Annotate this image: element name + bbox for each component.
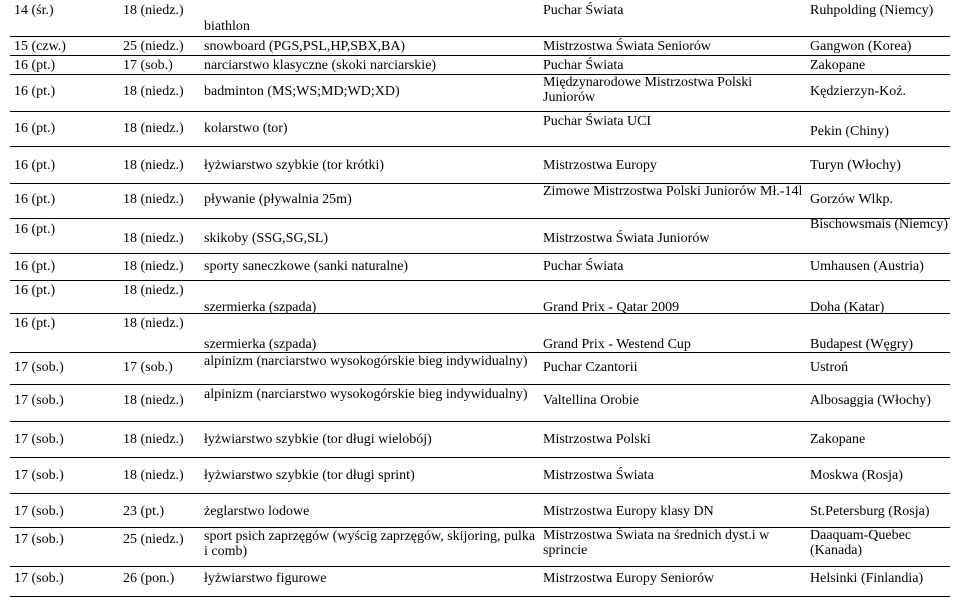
table-row xyxy=(0,56,960,75)
location-cell xyxy=(808,353,958,385)
end-date-text: 18 (niedz.) xyxy=(123,468,184,483)
end-date-cell xyxy=(121,385,203,422)
table-row xyxy=(0,494,960,528)
event-text: Mistrzostwa Europy klasy DN xyxy=(543,504,714,519)
location-cell xyxy=(808,528,958,567)
start-date-cell xyxy=(12,458,122,494)
event-cell xyxy=(541,458,807,494)
location-cell xyxy=(808,37,958,56)
discipline-cell xyxy=(202,353,539,385)
discipline-cell xyxy=(202,56,539,75)
location-text: Gangwon (Korea) xyxy=(810,39,912,54)
end-date-cell xyxy=(121,422,203,458)
event-text: Mistrzostwa Polski xyxy=(543,432,651,447)
discipline-cell xyxy=(202,112,539,147)
location-cell xyxy=(808,314,958,353)
discipline-cell xyxy=(202,254,539,281)
discipline-cell xyxy=(202,0,539,37)
event-text: Puchar Świata xyxy=(543,259,624,274)
location-text: Ustroń xyxy=(810,360,849,375)
event-text: Puchar Świata UCI xyxy=(543,114,652,129)
table-row xyxy=(0,112,960,147)
discipline-text: pływanie (pływalnia 25m) xyxy=(204,192,352,207)
event-cell xyxy=(541,385,807,422)
location-text: Zakopane xyxy=(810,432,866,447)
location-text: Bischowsmais (Niemcy) xyxy=(810,217,949,232)
table-row xyxy=(0,0,960,37)
event-text: Puchar Świata xyxy=(543,3,624,18)
end-date-text: 18 (niedz.) xyxy=(123,3,184,18)
location-cell xyxy=(808,0,958,37)
location-text: Gorzów Wlkp. xyxy=(810,192,893,207)
end-date-cell xyxy=(121,281,203,314)
event-cell xyxy=(541,147,807,184)
event-text: Mistrzostwa Świata na średnich dyst.i w sprincie xyxy=(543,528,770,558)
event-text: Zimowe Mistrzostwa Polski Juniorów Mł.-14l xyxy=(543,184,803,199)
end-date-cell xyxy=(121,56,203,75)
start-date-text: 16 (pt.) xyxy=(14,84,56,99)
start-date-cell xyxy=(12,0,122,37)
end-date-cell xyxy=(121,184,203,219)
start-date-cell xyxy=(12,254,122,281)
event-cell xyxy=(541,56,807,75)
location-cell xyxy=(808,147,958,184)
start-date-cell xyxy=(12,75,122,112)
start-date-cell xyxy=(12,567,122,597)
start-date-text: 14 (śr.) xyxy=(14,3,54,18)
start-date-cell xyxy=(12,494,122,528)
discipline-text: narciarstwo klasyczne (skoki narciarskie) xyxy=(204,58,437,73)
event-cell xyxy=(541,567,807,597)
end-date-text: 17 (sob.) xyxy=(123,360,173,375)
start-date-text: 16 (pt.) xyxy=(14,283,56,298)
end-date-text: 18 (niedz.) xyxy=(123,158,184,173)
discipline-text: szermierka (szpada) xyxy=(204,337,317,352)
start-date-text: 16 (pt.) xyxy=(14,58,56,73)
discipline-text: biathlon xyxy=(204,19,250,34)
end-date-text: 18 (niedz.) xyxy=(123,393,184,408)
start-date-text: 16 (pt.) xyxy=(14,259,56,274)
location-cell xyxy=(808,112,958,147)
location-text: Kędzierzyn-Koź. xyxy=(810,84,907,99)
event-text: Mistrzostwa Europy Seniorów xyxy=(543,571,715,586)
end-date-cell xyxy=(121,0,203,37)
end-date-cell xyxy=(121,147,203,184)
event-cell xyxy=(541,37,807,56)
end-date-cell xyxy=(121,75,203,112)
start-date-text: 16 (pt.) xyxy=(14,121,56,136)
start-date-text: 16 (pt.) xyxy=(14,192,56,207)
event-cell xyxy=(541,422,807,458)
start-date-cell xyxy=(12,422,122,458)
discipline-text: snowboard (PGS,PSL,HP,SBX,BA) xyxy=(204,39,406,54)
start-date-cell xyxy=(12,112,122,147)
location-cell xyxy=(808,56,958,75)
event-cell xyxy=(541,112,807,147)
location-cell xyxy=(808,254,958,281)
end-date-cell xyxy=(121,254,203,281)
end-date-cell xyxy=(121,528,203,567)
location-text: Pekin (Chiny) xyxy=(810,124,889,139)
end-date-text: 17 (sob.) xyxy=(123,58,173,73)
event-cell xyxy=(541,281,807,314)
location-text: Daaquam-Quebec (Kanada) xyxy=(810,528,912,558)
discipline-cell xyxy=(202,147,539,184)
event-text: Mistrzostwa Świata Juniorów xyxy=(543,231,710,246)
event-cell xyxy=(541,75,807,112)
start-date-text: 16 (pt.) xyxy=(14,222,56,237)
start-date-cell xyxy=(12,37,122,56)
discipline-cell xyxy=(202,494,539,528)
discipline-text: łyżwiarstwo figurowe xyxy=(204,571,327,586)
start-date-text: 17 (sob.) xyxy=(14,360,64,375)
location-cell xyxy=(808,219,958,254)
start-date-text: 17 (sob.) xyxy=(14,468,64,483)
end-date-cell xyxy=(121,458,203,494)
end-date-text: 23 (pt.) xyxy=(123,504,165,519)
start-date-text: 17 (sob.) xyxy=(14,571,64,586)
start-date-cell xyxy=(12,314,122,353)
discipline-cell xyxy=(202,219,539,254)
event-cell xyxy=(541,528,807,567)
location-text: Budapest (Węgry) xyxy=(810,337,914,352)
discipline-text: sport psich zaprzęgów (wyścig zaprzęgów, skijoring, pulka i comb) xyxy=(204,529,536,559)
location-text: Helsinki (Finlandia) xyxy=(810,571,924,586)
event-cell xyxy=(541,314,807,353)
table-row xyxy=(0,353,960,385)
location-text: Umhausen (Austria) xyxy=(810,259,924,274)
table-row xyxy=(0,75,960,112)
discipline-text: skikoby (SSG,SG,SL) xyxy=(204,231,329,246)
location-text: Moskwa (Rosja) xyxy=(810,468,903,483)
discipline-cell xyxy=(202,385,539,422)
table-row xyxy=(0,458,960,494)
table-row xyxy=(0,422,960,458)
discipline-cell xyxy=(202,422,539,458)
event-cell xyxy=(541,219,807,254)
start-date-cell xyxy=(12,528,122,567)
start-date-text: 17 (sob.) xyxy=(14,432,64,447)
end-date-text: 18 (niedz.) xyxy=(123,231,184,246)
location-text: Albosaggia (Włochy) xyxy=(810,393,931,408)
discipline-cell xyxy=(202,458,539,494)
event-cell xyxy=(541,184,807,219)
start-date-cell xyxy=(12,385,122,422)
table-row xyxy=(0,37,960,56)
end-date-cell xyxy=(121,219,203,254)
discipline-cell xyxy=(202,75,539,112)
start-date-cell xyxy=(12,281,122,314)
start-date-cell xyxy=(12,56,122,75)
discipline-text: żeglarstwo lodowe xyxy=(204,504,310,519)
start-date-text: 16 (pt.) xyxy=(14,158,56,173)
discipline-text: łyżwiarstwo szybkie (tor długi wielobój) xyxy=(204,432,432,447)
table-row xyxy=(0,147,960,184)
end-date-cell xyxy=(121,567,203,597)
end-date-text: 18 (niedz.) xyxy=(123,283,184,298)
location-cell xyxy=(808,567,958,597)
end-date-cell xyxy=(121,112,203,147)
location-text: Doha (Katar) xyxy=(810,300,885,315)
location-cell xyxy=(808,494,958,528)
event-text: Puchar Świata xyxy=(543,58,624,73)
location-text: St.Petersburg (Rosja) xyxy=(810,504,930,519)
event-text: Mistrzostwa Europy xyxy=(543,158,657,173)
table-row xyxy=(0,567,960,597)
location-text: Turyn (Włochy) xyxy=(810,158,901,173)
start-date-text: 16 (pt.) xyxy=(14,316,56,331)
location-text: Zakopane xyxy=(810,58,866,73)
event-cell xyxy=(541,353,807,385)
event-text: Mistrzostwa Świata Seniorów xyxy=(543,39,711,54)
start-date-cell xyxy=(12,184,122,219)
discipline-cell xyxy=(202,528,539,567)
start-date-cell xyxy=(12,147,122,184)
location-cell xyxy=(808,281,958,314)
discipline-text: alpinizm (narciarstwo wysokogórskie bieg indywidualny) xyxy=(204,387,528,402)
discipline-text: szermierka (szpada) xyxy=(204,300,317,315)
end-date-cell xyxy=(121,37,203,56)
discipline-cell xyxy=(202,567,539,597)
end-date-text: 18 (niedz.) xyxy=(123,84,184,99)
start-date-text: 17 (sob.) xyxy=(14,532,64,547)
discipline-text: sporty saneczkowe (sanki naturalne) xyxy=(204,259,409,274)
start-date-text: 17 (sob.) xyxy=(14,393,64,408)
end-date-cell xyxy=(121,353,203,385)
discipline-text: alpinizm (narciarstwo wysokogórskie bieg indywidualny) xyxy=(204,354,528,369)
end-date-cell xyxy=(121,494,203,528)
table-row xyxy=(0,314,960,353)
discipline-text: łyżwiarstwo szybkie (tor krótki) xyxy=(204,158,385,173)
location-cell xyxy=(808,385,958,422)
end-date-text: 18 (niedz.) xyxy=(123,121,184,136)
discipline-text: badminton (MS;WS;MD;WD;XD) xyxy=(204,84,400,99)
table-row xyxy=(0,254,960,281)
table-row xyxy=(0,385,960,422)
event-cell xyxy=(541,0,807,37)
end-date-text: 18 (niedz.) xyxy=(123,259,184,274)
discipline-cell xyxy=(202,184,539,219)
end-date-text: 18 (niedz.) xyxy=(123,192,184,207)
event-text: Grand Prix - Westend Cup xyxy=(543,337,691,352)
location-text: Ruhpolding (Niemcy) xyxy=(810,3,934,18)
discipline-cell xyxy=(202,314,539,353)
start-date-cell xyxy=(12,353,122,385)
event-text: Mistrzostwa Świata xyxy=(543,468,654,483)
start-date-text: 17 (sob.) xyxy=(14,504,64,519)
table-row xyxy=(0,281,960,314)
discipline-text: łyżwiarstwo szybkie (tor długi sprint) xyxy=(204,468,415,483)
discipline-cell xyxy=(202,281,539,314)
table-row xyxy=(0,528,960,567)
table-row xyxy=(0,219,960,254)
event-cell xyxy=(541,494,807,528)
start-date-text: 15 (czw.) xyxy=(14,39,66,54)
location-cell xyxy=(808,184,958,219)
event-cell xyxy=(541,254,807,281)
location-cell xyxy=(808,422,958,458)
event-text: Puchar Czantorii xyxy=(543,360,638,375)
event-text: Międzynarodowe Mistrzostwa Polski Juniorów xyxy=(543,75,753,105)
discipline-text: kolarstwo (tor) xyxy=(204,121,288,136)
end-date-text: 18 (niedz.) xyxy=(123,432,184,447)
event-text: Grand Prix - Qatar 2009 xyxy=(543,300,680,315)
location-cell xyxy=(808,458,958,494)
start-date-cell xyxy=(12,219,122,254)
end-date-text: 18 (niedz.) xyxy=(123,316,184,331)
end-date-text: 25 (niedz.) xyxy=(123,39,184,54)
discipline-cell xyxy=(202,37,539,56)
location-cell xyxy=(808,75,958,112)
end-date-cell xyxy=(121,314,203,353)
event-text: Valtellina Orobie xyxy=(543,393,640,408)
end-date-text: 26 (pon.) xyxy=(123,571,175,586)
table-row xyxy=(0,184,960,219)
end-date-text: 25 (niedz.) xyxy=(123,532,184,547)
